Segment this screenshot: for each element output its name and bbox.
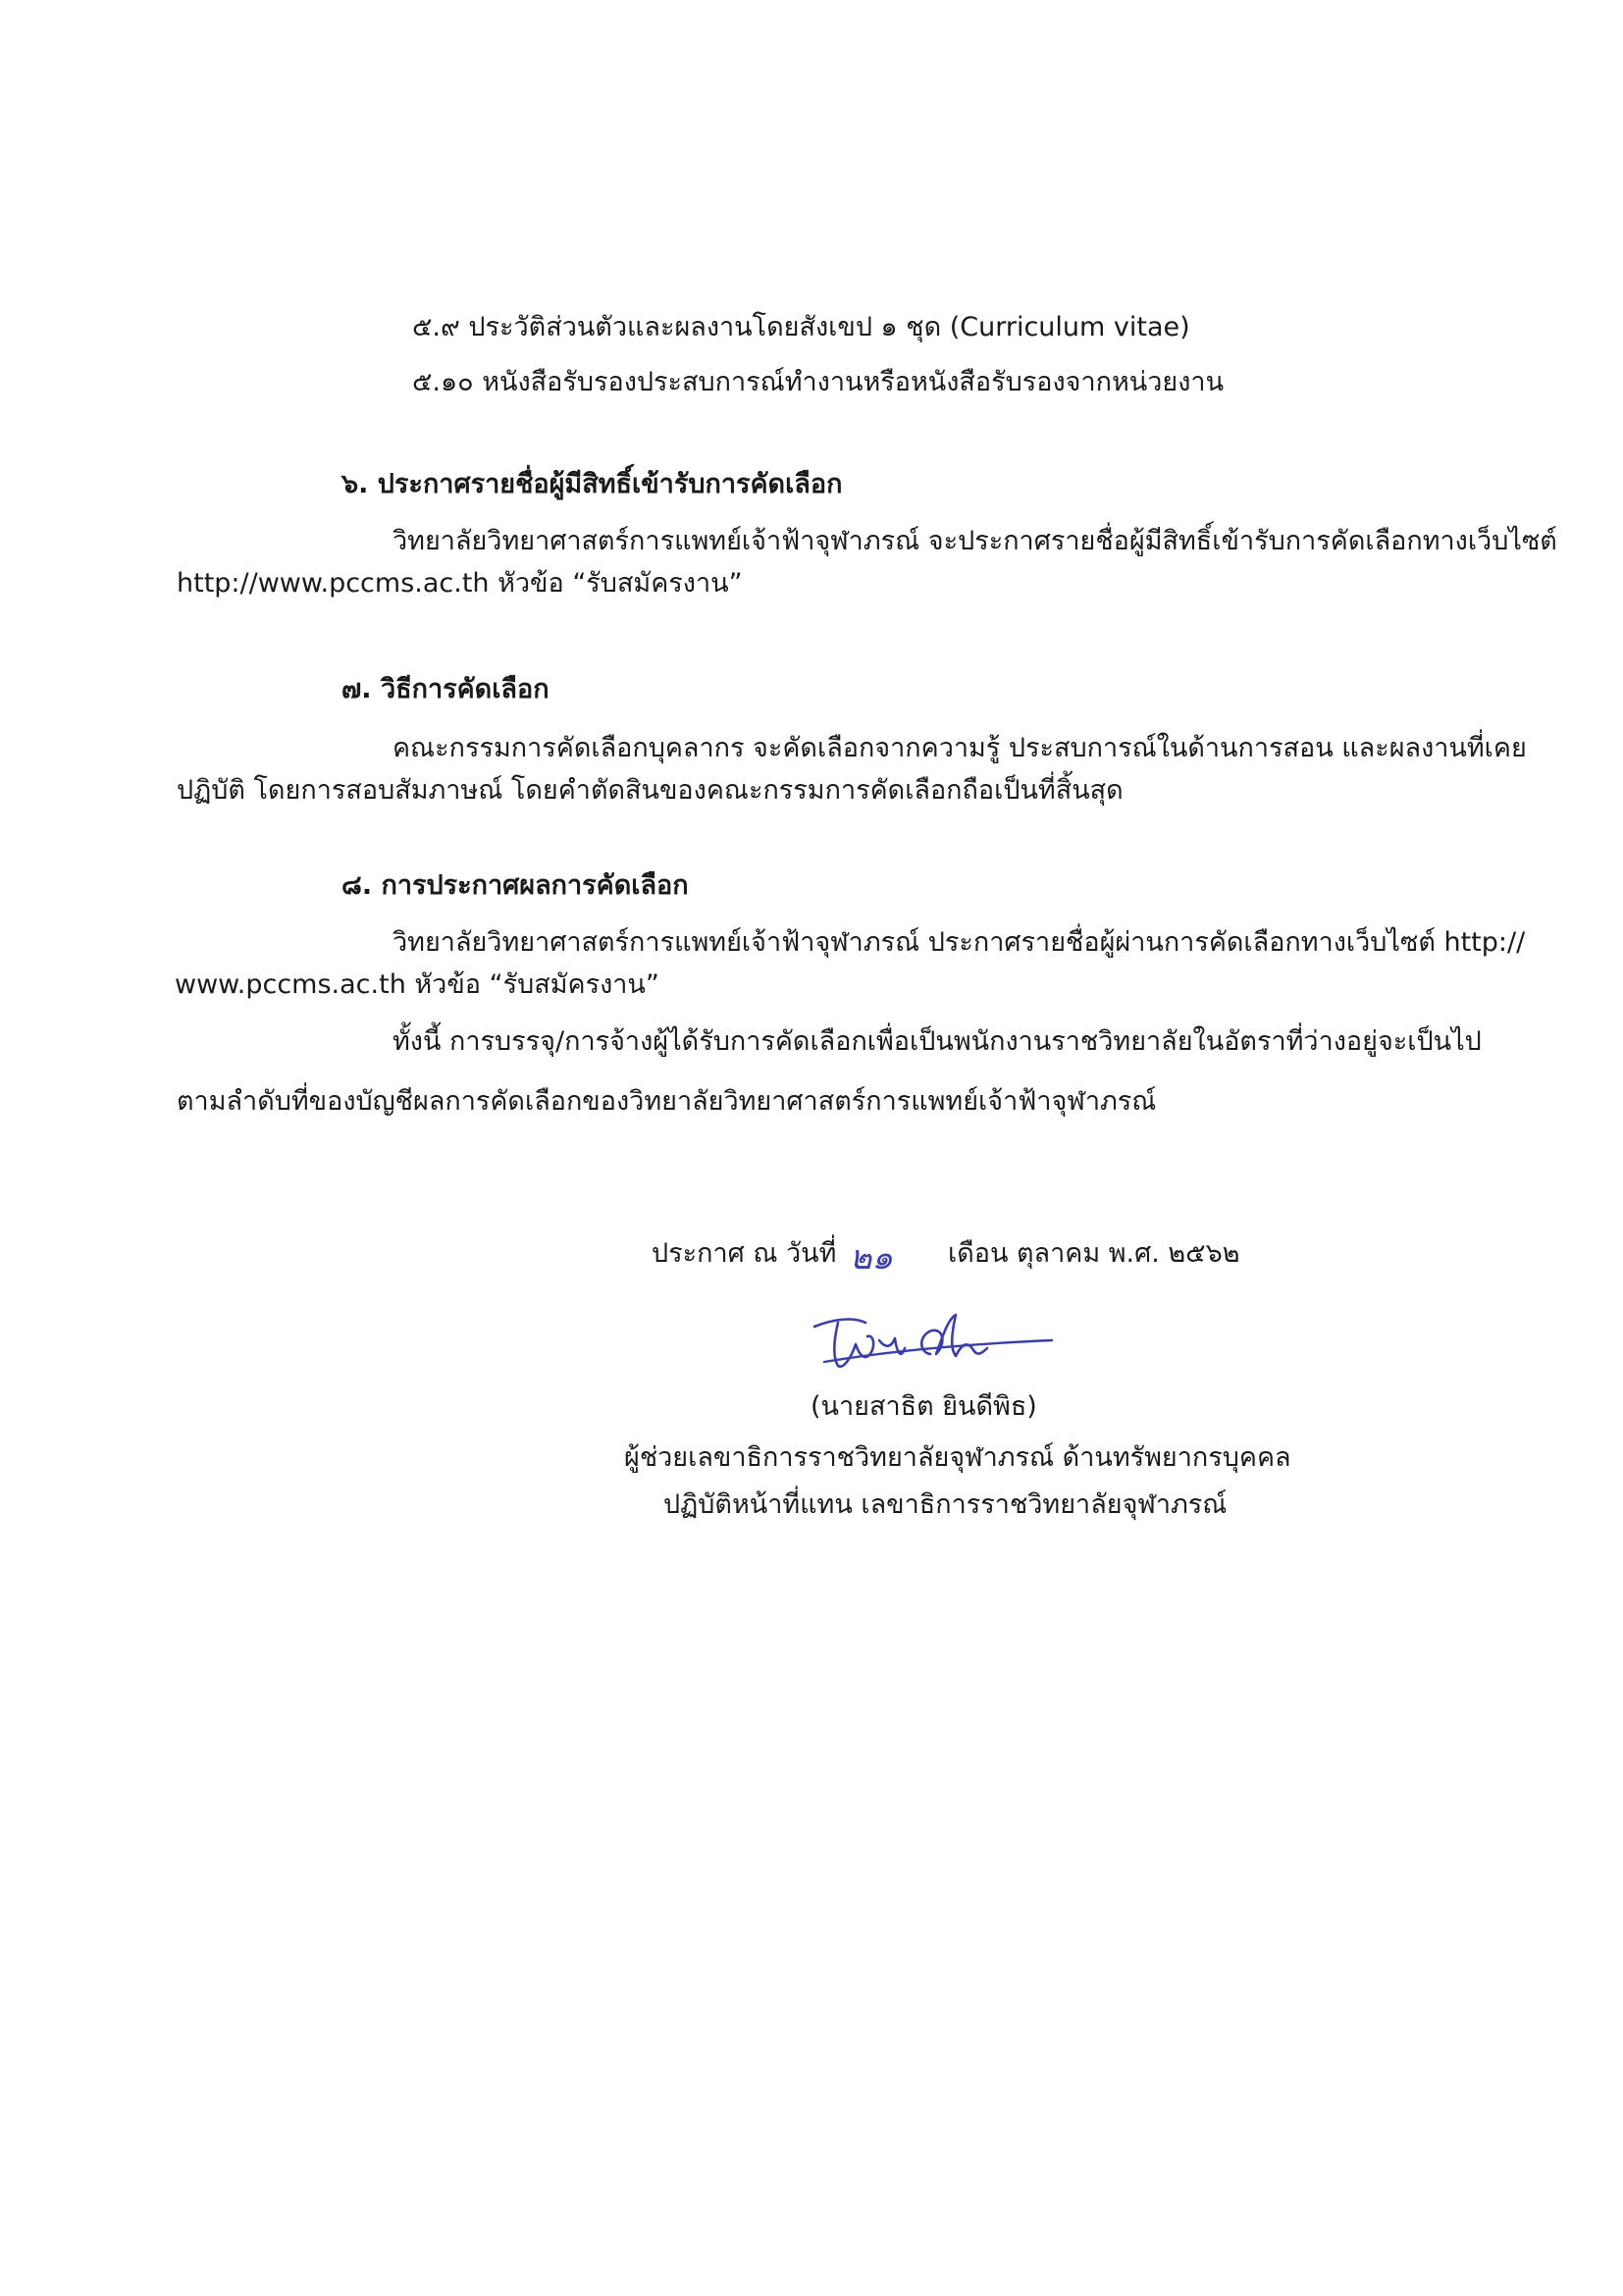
section8-paragraph-line3: ทั้งนี้ การบรรจุ/การจ้างผู้ได้รับการคัดเลือกเพื่อเป็นพนักงานราชวิทยาลัยในอัตราที่ว่างอยู่จะเป็นไป [393, 1026, 1482, 1057]
section8-heading: ๘. การประกาศผลการคัดเลือก [341, 870, 689, 901]
announcement-suffix: เดือน ตุลาคม พ.ศ. ๒๕๖๒ [948, 1238, 1240, 1269]
item-5-10: ๕.๑๐ หนังสือรับรองประสบการณ์ทำงานหรือหนังสือรับรองจากหน่วยงาน [412, 367, 1225, 397]
item-5-9: ๕.๙ ประวัติส่วนตัวและผลงานโดยสังเขป ๑ ชุด (Curriculum vitae) [412, 312, 1190, 342]
signatory-title1: ผู้ช่วยเลขาธิการราชวิทยาลัยจุฬาภรณ์ ด้านทรัพยากรบุคคล [624, 1442, 1291, 1473]
section6-heading: ๖. ประกาศรายชื่อผู้มีสิทธิ์เข้ารับการคัดเลือก [341, 469, 843, 499]
section6-paragraph-line1: วิทยาลัยวิทยาศาสตร์การแพทย์เจ้าฟ้าจุฬาภรณ์ จะประกาศรายชื่อผู้มีสิทธิ์เข้ารับการคัดเลือกทางเว็บไซต์ [393, 526, 1557, 556]
section6-paragraph-line2: http://www.pccms.ac.th หัวข้อ “รับสมัครงาน” [177, 568, 743, 599]
section8-paragraph-line1: วิทยาลัยวิทยาศาสตร์การแพทย์เจ้าฟ้าจุฬาภรณ์ ประกาศรายชื่อผู้ผ่านการคัดเลือกทางเว็บไซต์ http:// [393, 927, 1526, 958]
section7-paragraph-line1: คณะกรรมการคัดเลือกบุคลากร จะคัดเลือกจากความรู้ ประสบการณ์ในด้านการสอน และผลงานที่เคย [393, 733, 1527, 763]
section7-heading: ๗. วิธีการคัดเลือก [341, 674, 550, 704]
signatory-name: (นายสาธิต ยินดีพิธ) [811, 1391, 1037, 1422]
section8-paragraph-line2: www.pccms.ac.th หัวข้อ “รับสมัครงาน” [175, 969, 659, 1000]
signature-image [795, 1305, 1060, 1383]
signatory-title2: ปฏิบัติหน้าที่แทน เลขาธิการราชวิทยาลัยจุฬาภรณ์ [663, 1489, 1228, 1520]
announcement-prefix: ประกาศ ณ วันที่ [652, 1238, 837, 1269]
section8-paragraph-line4: ตามลำดับที่ของบัญชีผลการคัดเลือกของวิทยาลัยวิทยาศาสตร์การแพทย์เจ้าฟ้าจุฬาภรณ์ [177, 1086, 1157, 1117]
section7-paragraph-line2: ปฏิบัติ โดยการสอบสัมภาษณ์ โดยคำตัดสินของคณะกรรมการคัดเลือกถือเป็นที่สิ้นสุด [177, 775, 1124, 806]
handwritten-day: ๒๑ [850, 1238, 893, 1278]
